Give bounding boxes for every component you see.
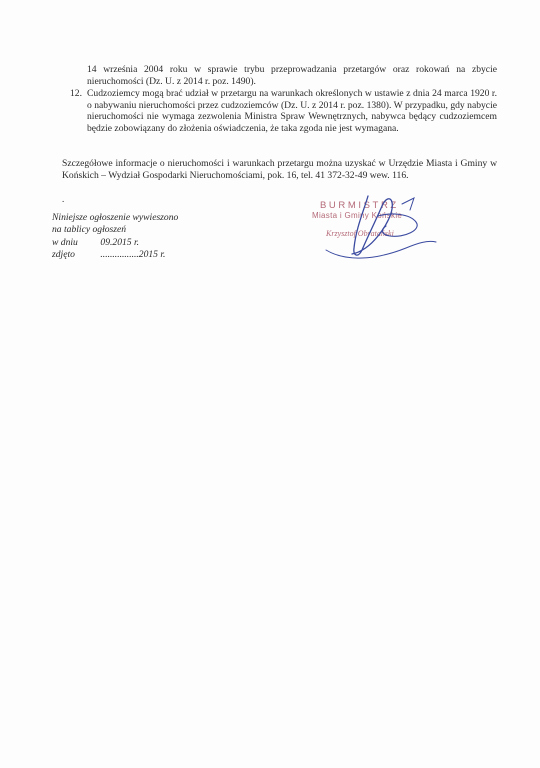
posted-date-label: w dniu [52, 236, 78, 248]
removed-date-label: zdjęto [52, 249, 75, 261]
removed-date-value: ................2015 r. [100, 249, 166, 261]
removed-date-row [52, 249, 178, 261]
list-item-12 [70, 88, 497, 134]
list-item-number: 12. [70, 88, 82, 99]
stamp-title: BURMISTRZ [320, 200, 399, 211]
stamp-name: Krzysztof Obratański [326, 229, 394, 238]
handwritten-signature [306, 190, 446, 268]
posting-notice [52, 212, 178, 262]
stray-mark: . [62, 194, 65, 204]
stamp-office: Miasta i Gminy Końskie [312, 211, 403, 220]
signature-stroke-flourish [326, 241, 436, 258]
signature-stroke-tick [402, 198, 414, 210]
posted-date-row [52, 237, 178, 249]
posted-date-value: 09.2015 r. [100, 236, 140, 248]
list-item-text: Cudzoziemcy mogą brać udział w przetargu na warunkach określonych w ustawie z dnia 24 marca 1920 r. o nabywaniu nieruchomości przez cudzoziemców (Dz. U. z 2014 r. poz. 1380). W przypadku, gdy nabycie nieruchomości nie wymaga zezwolenia Ministra Spraw Wewnętrznych, nabywca będący cudzoziemcem będzie zobowiązany do złożenia oświadczenia, że taka zgoda nie jest wymagana. [87, 88, 497, 134]
contact-information: Szczegółowe informacje o nieruchomości i warunkach przetargu można uzyskać w Urzędzie Miasta i Gminy w Końskich – Wydział Gospodarki Nieruchomościami, pok. 16, tel. 41 372-32-49 wew. 116. [62, 158, 497, 181]
notice-line-2: na tablicy ogłoszeń [52, 224, 127, 236]
signature-stroke-loop [378, 214, 417, 236]
legal-reference-continuation: 14 września 2004 roku w sprawie trybu przeprowadzania przetargów oraz rokowań na zbycie nieruchomości (Dz. U. z 2014 r. poz. 1490). [87, 64, 497, 87]
notice-line-1: Niniejsze ogłoszenie wywieszono [52, 212, 179, 223]
